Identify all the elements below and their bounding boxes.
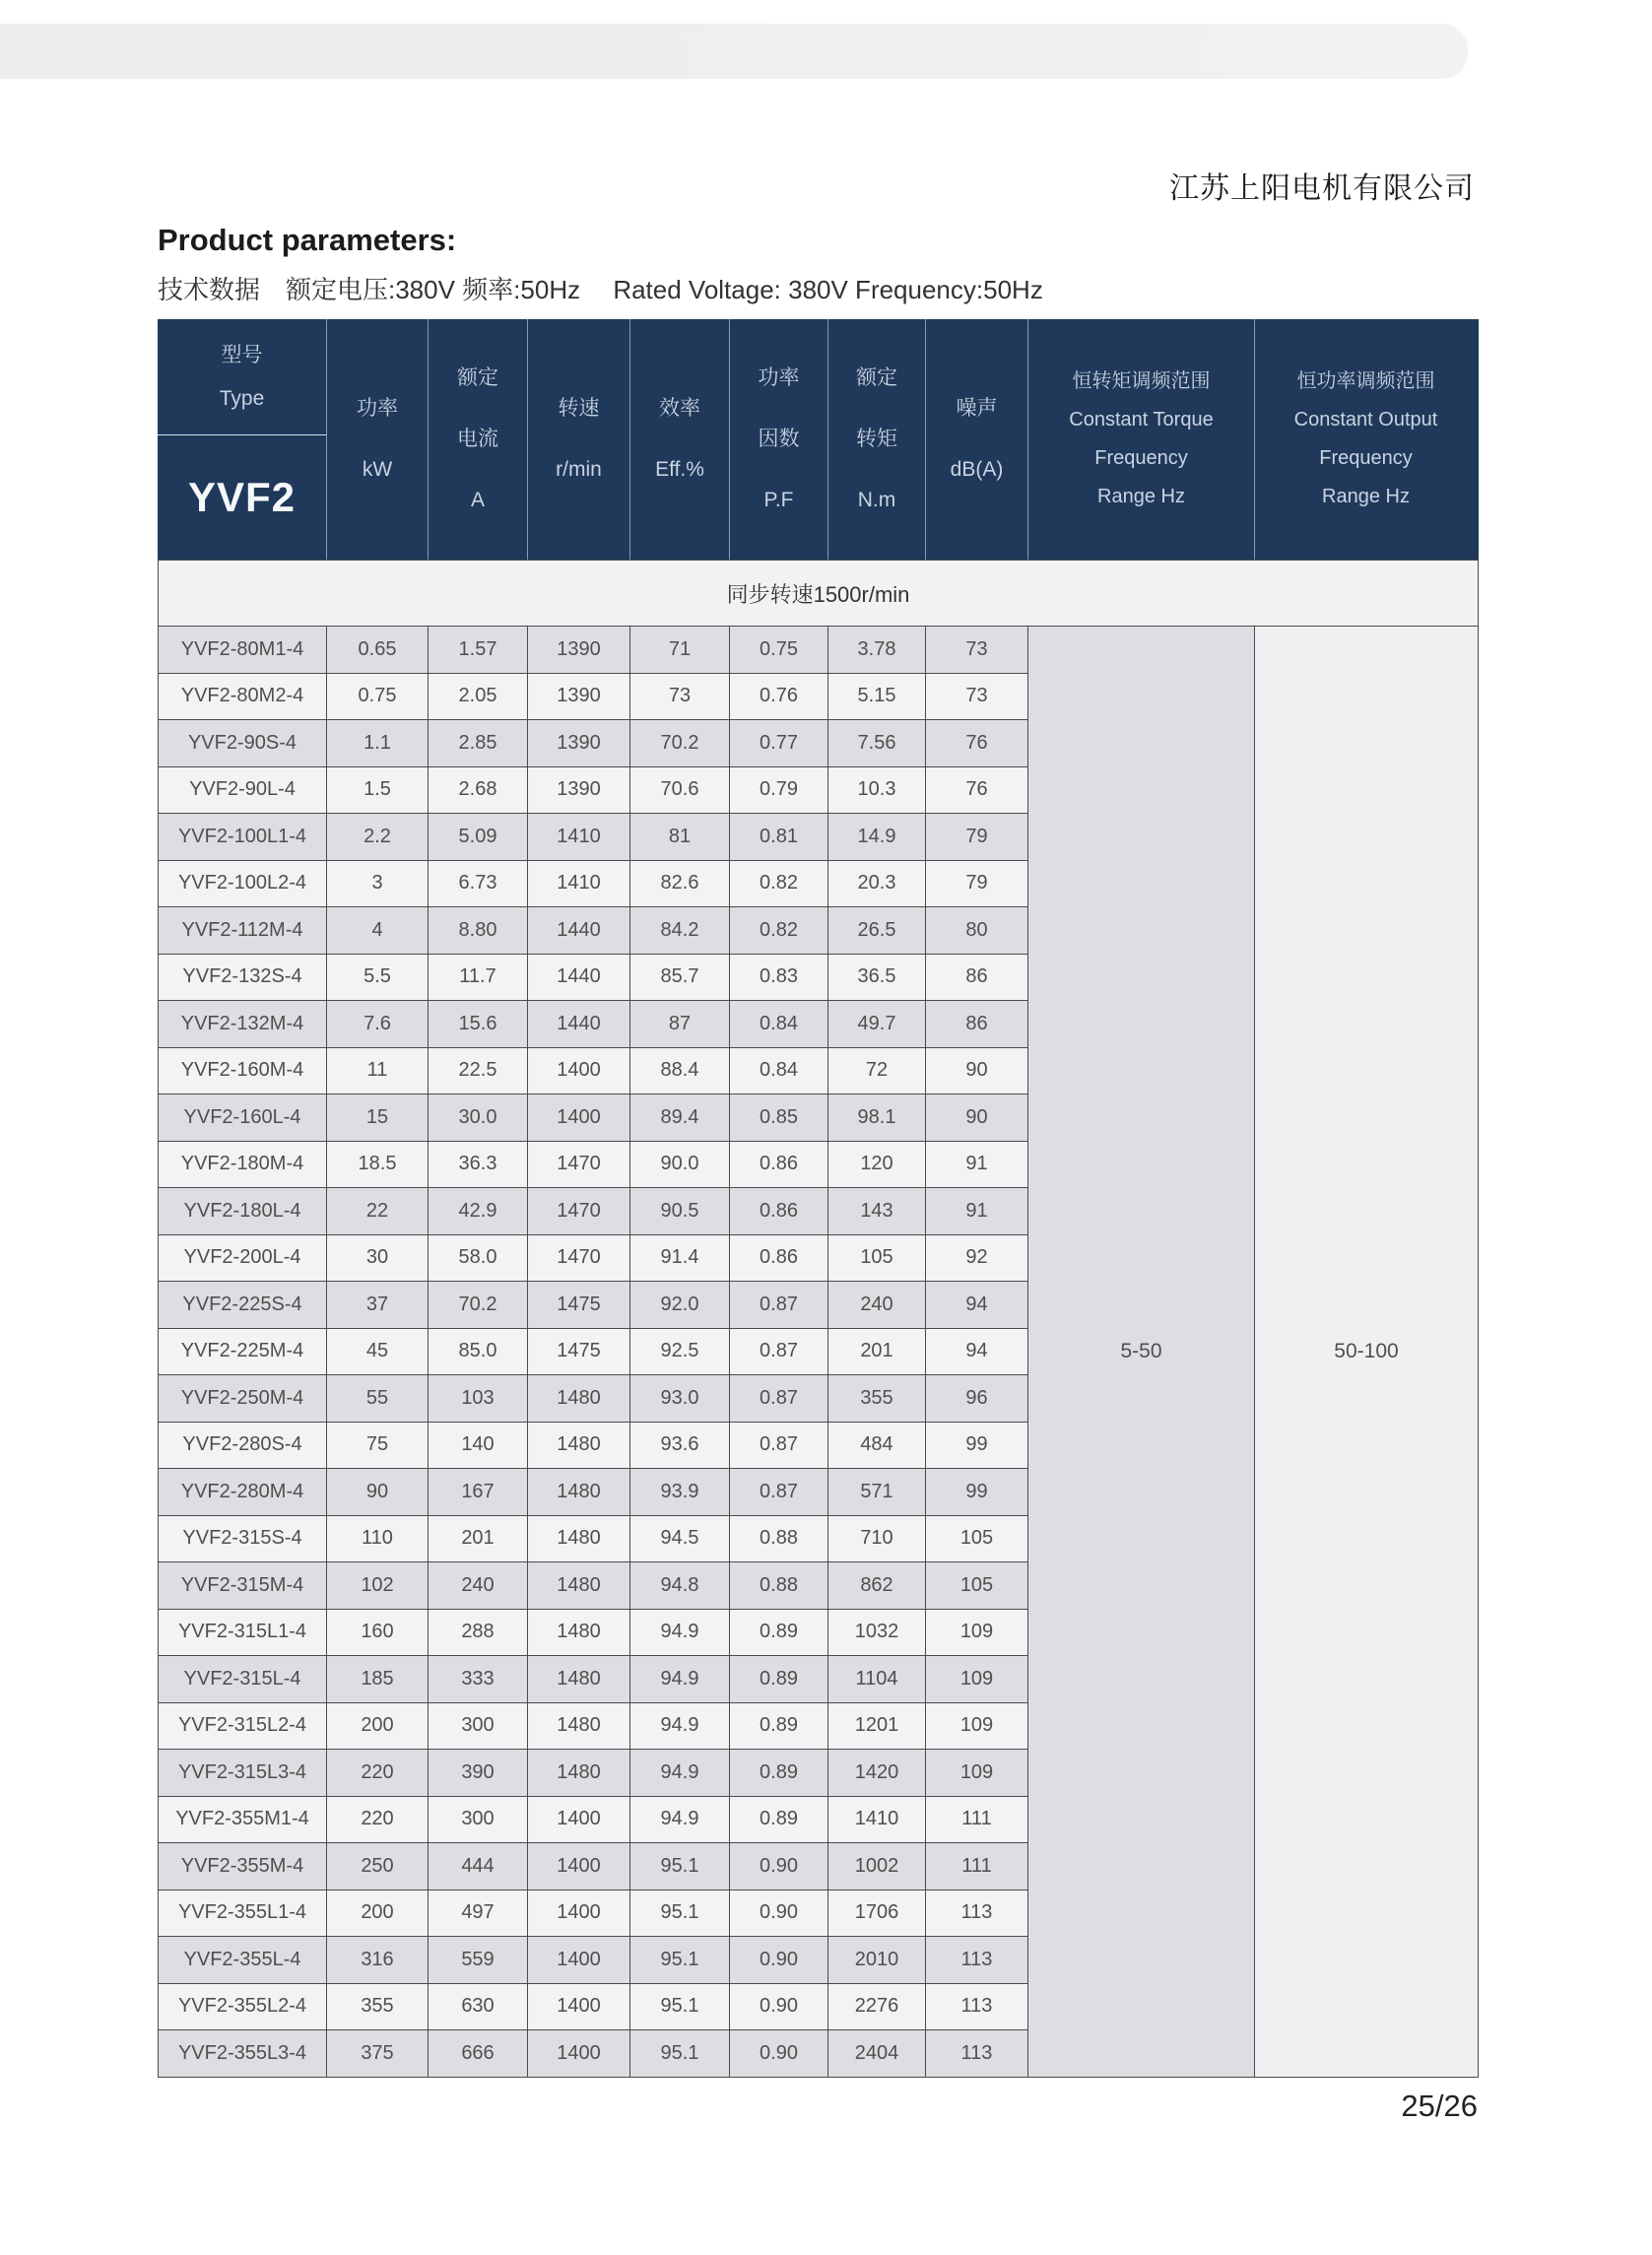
value-cell: 0.89 [730, 1703, 827, 1750]
value-cell: 90 [926, 1094, 1027, 1141]
type-cell: YVF2-315M-4 [159, 1562, 326, 1609]
value-cell: 72 [828, 1048, 925, 1094]
value-cell: 497 [429, 1890, 527, 1937]
type-cell: YVF2-315S-4 [159, 1516, 326, 1562]
value-cell: 75 [327, 1423, 428, 1469]
header-line: dB(A) [950, 458, 1004, 481]
value-cell: 0.79 [730, 767, 827, 814]
type-cell: YVF2-355L3-4 [159, 2030, 326, 2077]
value-cell: 201 [429, 1516, 527, 1562]
type-label-en: Type [219, 386, 265, 410]
header-line: 额定 [457, 366, 498, 389]
value-cell: 0.90 [730, 1843, 827, 1890]
value-cell: 1.57 [429, 627, 527, 673]
value-cell: 22.5 [429, 1048, 527, 1094]
company-name: 江苏上阳电机有限公司 [1169, 172, 1475, 205]
value-cell: 0.90 [730, 1984, 827, 2030]
type-cell: YVF2-280S-4 [159, 1423, 326, 1469]
value-cell: 1480 [528, 1423, 629, 1469]
value-cell: 76 [926, 720, 1027, 766]
value-cell: 93.6 [630, 1423, 729, 1469]
value-cell: 0.89 [730, 1750, 827, 1796]
value-cell: 1390 [528, 674, 629, 720]
value-cell: 0.90 [730, 1890, 827, 1937]
value-cell: 1480 [528, 1656, 629, 1702]
top-decorative-bar [0, 24, 1468, 79]
value-cell: 1475 [528, 1329, 629, 1375]
header-line: 恒转矩调频范围 [1072, 370, 1211, 392]
header-line: P.F [763, 489, 794, 511]
type-cell: YVF2-355M-4 [159, 1843, 326, 1890]
header-noise-dba [925, 319, 1027, 560]
parameters-table [158, 319, 1479, 2078]
value-cell: 1706 [828, 1890, 925, 1937]
value-cell: 1470 [528, 1235, 629, 1282]
value-cell: 0.87 [730, 1423, 827, 1469]
value-cell: 73 [630, 674, 729, 720]
value-cell: 0.90 [730, 1937, 827, 1983]
value-cell: 93.9 [630, 1469, 729, 1515]
value-cell: 1400 [528, 2030, 629, 2077]
value-cell: 5.5 [327, 955, 428, 1001]
value-cell: 98.1 [828, 1094, 925, 1141]
value-cell: 0.84 [730, 1001, 827, 1047]
value-cell: 84.2 [630, 907, 729, 954]
header-efficiency [629, 319, 729, 560]
value-cell: 0.86 [730, 1142, 827, 1188]
value-cell: 95.1 [630, 1984, 729, 2030]
value-cell: 30 [327, 1235, 428, 1282]
value-cell: 91 [926, 1142, 1027, 1188]
value-cell: 26.5 [828, 907, 925, 954]
value-cell: 484 [828, 1423, 925, 1469]
value-cell: 93.0 [630, 1375, 729, 1422]
value-cell: 94.9 [630, 1750, 729, 1796]
value-cell: 1410 [528, 861, 629, 907]
value-cell: 316 [327, 1937, 428, 1983]
value-cell: 94.9 [630, 1656, 729, 1702]
value-cell: 70.2 [429, 1282, 527, 1328]
header-line: r/min [556, 458, 602, 481]
value-cell: 73 [926, 674, 1027, 720]
header-speed-rmin [527, 319, 629, 560]
type-cell: YVF2-315L3-4 [159, 1750, 326, 1796]
value-cell: 0.75 [327, 674, 428, 720]
value-cell: 1400 [528, 1843, 629, 1890]
value-cell: 7.6 [327, 1001, 428, 1047]
value-cell: 11 [327, 1048, 428, 1094]
type-cell: YVF2-315L2-4 [159, 1703, 326, 1750]
value-cell: 1480 [528, 1469, 629, 1515]
value-cell: 571 [828, 1469, 925, 1515]
value-cell: 89.4 [630, 1094, 729, 1141]
type-cell: YVF2-80M1-4 [159, 627, 326, 673]
value-cell: 94.9 [630, 1797, 729, 1843]
value-cell: 240 [429, 1562, 527, 1609]
value-cell: 1400 [528, 1937, 629, 1983]
value-cell: 220 [327, 1797, 428, 1843]
value-cell: 42.9 [429, 1188, 527, 1234]
header-line: 电流 [457, 428, 498, 450]
value-cell: 110 [327, 1516, 428, 1562]
value-cell: 92 [926, 1235, 1027, 1282]
value-cell: 2.05 [429, 674, 527, 720]
type-label [220, 319, 265, 434]
value-cell: 710 [828, 1516, 925, 1562]
value-cell: 1480 [528, 1750, 629, 1796]
value-cell: 82.6 [630, 861, 729, 907]
value-cell: 109 [926, 1703, 1027, 1750]
value-cell: 355 [828, 1375, 925, 1422]
type-cell: YVF2-280M-4 [159, 1469, 326, 1515]
value-cell: 20.3 [828, 861, 925, 907]
value-cell: 3.78 [828, 627, 925, 673]
value-cell: 22 [327, 1188, 428, 1234]
value-cell: 94.9 [630, 1703, 729, 1750]
value-cell: 95.1 [630, 1937, 729, 1983]
value-cell: 87 [630, 1001, 729, 1047]
value-cell: 109 [926, 1656, 1027, 1702]
value-cell: 666 [429, 2030, 527, 2077]
value-cell: 0.83 [730, 955, 827, 1001]
value-cell: 630 [429, 1984, 527, 2030]
value-cell: 0.76 [730, 674, 827, 720]
value-cell: 102 [327, 1562, 428, 1609]
value-cell: 58.0 [429, 1235, 527, 1282]
value-cell: 1470 [528, 1188, 629, 1234]
type-cell: YVF2-160M-4 [159, 1048, 326, 1094]
value-cell: 55 [327, 1375, 428, 1422]
value-cell: 36.3 [429, 1142, 527, 1188]
type-cell: YVF2-355L-4 [159, 1937, 326, 1983]
value-cell: 1440 [528, 907, 629, 954]
value-cell: 70.6 [630, 767, 729, 814]
value-cell: 86 [926, 955, 1027, 1001]
type-cell: YVF2-132M-4 [159, 1001, 326, 1047]
value-cell: 91 [926, 1188, 1027, 1234]
header-line: 恒功率调频范围 [1296, 370, 1435, 392]
type-cell: YVF2-355M1-4 [159, 1797, 326, 1843]
type-cell: YVF2-355L1-4 [159, 1890, 326, 1937]
value-cell: 6.73 [429, 861, 527, 907]
type-cell: YVF2-160L-4 [159, 1094, 326, 1141]
value-cell: 15 [327, 1094, 428, 1141]
header-constant-output-range [1254, 319, 1477, 560]
value-cell: 86 [926, 1001, 1027, 1047]
value-cell: 71 [630, 627, 729, 673]
value-cell: 8.80 [429, 907, 527, 954]
type-cell: YVF2-225S-4 [159, 1282, 326, 1328]
page-number: 25/26 [1401, 2089, 1478, 2123]
value-cell: 94.5 [630, 1516, 729, 1562]
value-cell: 1400 [528, 1094, 629, 1141]
value-cell: 1420 [828, 1750, 925, 1796]
value-cell: 92.5 [630, 1329, 729, 1375]
value-cell: 10.3 [828, 767, 925, 814]
value-cell: 2.2 [327, 814, 428, 860]
header-type-column [158, 319, 326, 560]
value-cell: 2.68 [429, 767, 527, 814]
type-cell: YVF2-80M2-4 [159, 674, 326, 720]
value-cell: 111 [926, 1797, 1027, 1843]
value-cell: 0.87 [730, 1469, 827, 1515]
value-cell: 1.5 [327, 767, 428, 814]
value-cell: 390 [429, 1750, 527, 1796]
header-line: 转矩 [856, 428, 897, 450]
value-cell: 1390 [528, 767, 629, 814]
value-cell: 2276 [828, 1984, 925, 2030]
value-cell: 1480 [528, 1375, 629, 1422]
header-line: Range Hz [1097, 486, 1185, 507]
value-cell: 0.87 [730, 1282, 827, 1328]
value-cell: 90.0 [630, 1142, 729, 1188]
value-cell: 15.6 [429, 1001, 527, 1047]
value-cell: 0.65 [327, 627, 428, 673]
rating-subtitle: 技术数据 额定电压:380V 频率:50Hz Rated Voltage: 380V Frequency:50Hz [158, 275, 1043, 304]
value-cell: 0.82 [730, 907, 827, 954]
value-cell: 1480 [528, 1703, 629, 1750]
value-cell: 105 [926, 1516, 1027, 1562]
value-cell: 1104 [828, 1656, 925, 1702]
table-body [159, 626, 1478, 2077]
value-cell: 1400 [528, 1048, 629, 1094]
type-cell: YVF2-112M-4 [159, 907, 326, 954]
value-cell: 375 [327, 2030, 428, 2077]
table-header-row [158, 319, 1479, 560]
constant-output-range-cell: 50-100 [1255, 627, 1478, 2077]
type-cell: YVF2-180L-4 [159, 1188, 326, 1234]
value-cell: 81 [630, 814, 729, 860]
value-cell: 0.86 [730, 1235, 827, 1282]
value-cell: 160 [327, 1610, 428, 1656]
value-cell: 70.2 [630, 720, 729, 766]
value-cell: 1410 [528, 814, 629, 860]
value-cell: 1480 [528, 1562, 629, 1609]
type-cell: YVF2-180M-4 [159, 1142, 326, 1188]
type-cell: YVF2-315L-4 [159, 1656, 326, 1702]
value-cell: 103 [429, 1375, 527, 1422]
value-cell: 2404 [828, 2030, 925, 2077]
value-cell: 18.5 [327, 1142, 428, 1188]
value-cell: 0.77 [730, 720, 827, 766]
value-cell: 0.89 [730, 1797, 827, 1843]
header-line: 转速 [558, 397, 600, 420]
header-constant-torque-range [1027, 319, 1254, 560]
value-cell: 201 [828, 1329, 925, 1375]
value-cell: 80 [926, 907, 1027, 954]
header-line: 额定 [856, 366, 897, 389]
type-cell: YVF2-315L1-4 [159, 1610, 326, 1656]
value-cell: 105 [828, 1235, 925, 1282]
type-cell: YVF2-200L-4 [159, 1235, 326, 1282]
value-cell: 91.4 [630, 1235, 729, 1282]
type-cell: YVF2-90L-4 [159, 767, 326, 814]
value-cell: 200 [327, 1890, 428, 1937]
sync-speed-subheader: 同步转速1500r/min [159, 561, 1478, 626]
value-cell: 95.1 [630, 1890, 729, 1937]
header-line: Frequency [1094, 447, 1188, 469]
series-label: YVF2 [187, 474, 297, 520]
value-cell: 559 [429, 1937, 527, 1983]
type-cell: YVF2-225M-4 [159, 1329, 326, 1375]
value-cell: 111 [926, 1843, 1027, 1890]
type-cell: YVF2-132S-4 [159, 955, 326, 1001]
header-line: N.m [857, 489, 896, 511]
header-line: Constant Output [1293, 409, 1438, 431]
type-cell: YVF2-355L2-4 [159, 1984, 326, 2030]
value-cell: 1390 [528, 720, 629, 766]
header-line: 噪声 [956, 397, 998, 420]
value-cell: 0.75 [730, 627, 827, 673]
value-cell: 0.82 [730, 861, 827, 907]
value-cell: 1480 [528, 1516, 629, 1562]
value-cell: 1400 [528, 1797, 629, 1843]
value-cell: 0.86 [730, 1188, 827, 1234]
value-cell: 1440 [528, 1001, 629, 1047]
header-line: 效率 [659, 397, 700, 420]
value-cell: 109 [926, 1610, 1027, 1656]
value-cell: 94 [926, 1282, 1027, 1328]
value-cell: 14.9 [828, 814, 925, 860]
value-cell: 355 [327, 1984, 428, 2030]
value-cell: 5.09 [429, 814, 527, 860]
value-cell: 1410 [828, 1797, 925, 1843]
value-cell: 113 [926, 1984, 1027, 2030]
value-cell: 1201 [828, 1703, 925, 1750]
value-cell: 1032 [828, 1610, 925, 1656]
type-cell: YVF2-250M-4 [159, 1375, 326, 1422]
value-cell: 140 [429, 1423, 527, 1469]
value-cell: 88.4 [630, 1048, 729, 1094]
header-line: 功率 [758, 366, 800, 389]
value-cell: 1475 [528, 1282, 629, 1328]
value-cell: 0.88 [730, 1516, 827, 1562]
value-cell: 113 [926, 1890, 1027, 1937]
type-cell: YVF2-100L2-4 [159, 861, 326, 907]
header-rated-torque-nm [827, 319, 925, 560]
constant-torque-range-cell: 5-50 [1028, 627, 1254, 2077]
header-line: A [470, 489, 485, 511]
value-cell: 90 [926, 1048, 1027, 1094]
value-cell: 0.88 [730, 1562, 827, 1609]
value-cell: 0.85 [730, 1094, 827, 1141]
header-power-kw [326, 319, 428, 560]
value-cell: 79 [926, 861, 1027, 907]
value-cell: 0.90 [730, 2030, 827, 2077]
value-cell: 95.1 [630, 1843, 729, 1890]
header-line: 因数 [758, 428, 800, 450]
page-title: Product parameters: [158, 223, 457, 257]
value-cell: 0.87 [730, 1329, 827, 1375]
header-line: Range Hz [1322, 486, 1410, 507]
value-cell: 240 [828, 1282, 925, 1328]
header-line: 功率 [357, 397, 398, 420]
value-cell: 85.0 [429, 1329, 527, 1375]
value-cell: 120 [828, 1142, 925, 1188]
value-cell: 2010 [828, 1937, 925, 1983]
value-cell: 300 [429, 1797, 527, 1843]
value-cell: 220 [327, 1750, 428, 1796]
value-cell: 30.0 [429, 1094, 527, 1141]
value-cell: 143 [828, 1188, 925, 1234]
value-cell: 1440 [528, 955, 629, 1001]
value-cell: 99 [926, 1423, 1027, 1469]
value-cell: 94 [926, 1329, 1027, 1375]
header-line: Constant Torque [1069, 409, 1214, 431]
value-cell: 11.7 [429, 955, 527, 1001]
value-cell: 79 [926, 814, 1027, 860]
value-cell: 1400 [528, 1890, 629, 1937]
value-cell: 96 [926, 1375, 1027, 1422]
value-cell: 109 [926, 1750, 1027, 1796]
value-cell: 45 [327, 1329, 428, 1375]
header-rated-current-a [428, 319, 527, 560]
value-cell: 85.7 [630, 955, 729, 1001]
value-cell: 90.5 [630, 1188, 729, 1234]
value-cell: 73 [926, 627, 1027, 673]
value-cell: 1480 [528, 1610, 629, 1656]
value-cell: 444 [429, 1843, 527, 1890]
value-cell: 99 [926, 1469, 1027, 1515]
value-cell: 4 [327, 907, 428, 954]
value-cell: 185 [327, 1656, 428, 1702]
value-cell: 1470 [528, 1142, 629, 1188]
value-cell: 113 [926, 2030, 1027, 2077]
value-cell: 2.85 [429, 720, 527, 766]
value-cell: 0.84 [730, 1048, 827, 1094]
type-cell: YVF2-90S-4 [159, 720, 326, 766]
type-cell: YVF2-100L1-4 [159, 814, 326, 860]
header-line: kW [362, 458, 393, 481]
header-line: Eff.% [655, 458, 704, 481]
value-cell: 200 [327, 1703, 428, 1750]
header-line: Frequency [1319, 447, 1413, 469]
value-cell: 7.56 [828, 720, 925, 766]
value-cell: 105 [926, 1562, 1027, 1609]
value-cell: 1400 [528, 1984, 629, 2030]
value-cell: 167 [429, 1469, 527, 1515]
value-cell: 0.87 [730, 1375, 827, 1422]
value-cell: 300 [429, 1703, 527, 1750]
value-cell: 92.0 [630, 1282, 729, 1328]
value-cell: 1390 [528, 627, 629, 673]
value-cell: 94.9 [630, 1610, 729, 1656]
value-cell: 3 [327, 861, 428, 907]
value-cell: 1002 [828, 1843, 925, 1890]
value-cell: 0.81 [730, 814, 827, 860]
value-cell: 94.8 [630, 1562, 729, 1609]
value-cell: 288 [429, 1610, 527, 1656]
value-cell: 95.1 [630, 2030, 729, 2077]
value-cell: 333 [429, 1656, 527, 1702]
value-cell: 90 [327, 1469, 428, 1515]
value-cell: 113 [926, 1937, 1027, 1983]
value-cell: 76 [926, 767, 1027, 814]
value-cell: 0.89 [730, 1610, 827, 1656]
value-cell: 250 [327, 1843, 428, 1890]
value-cell: 5.15 [828, 674, 925, 720]
value-cell: 36.5 [828, 955, 925, 1001]
value-cell: 49.7 [828, 1001, 925, 1047]
type-label-cn: 型号 [221, 343, 263, 366]
value-cell: 862 [828, 1562, 925, 1609]
value-cell: 37 [327, 1282, 428, 1328]
value-cell: 0.89 [730, 1656, 827, 1702]
value-cell: 1.1 [327, 720, 428, 766]
header-power-factor [729, 319, 827, 560]
